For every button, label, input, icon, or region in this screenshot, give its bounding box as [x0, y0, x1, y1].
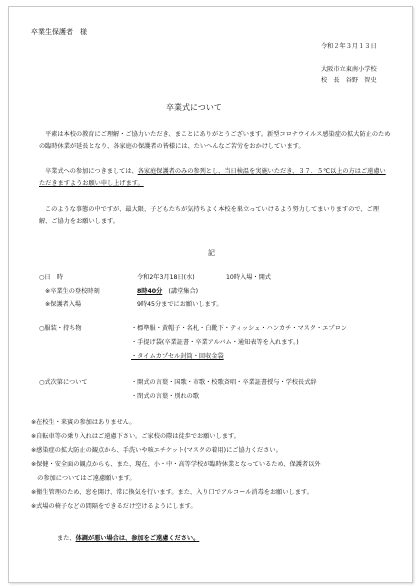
paragraph-1: 平素は本校の教育にご理解・ご協力いただき、まことにありがとうございます。新型コロナウイルス感染症の拡大防止のための臨時休業が延長となり、各家庭の保護者の皆様には、たいへんなご苦労をおかけしています。	[39, 131, 391, 151]
paragraph-3: このような事態の中ですが、最大限、子どもたちが気持ちよく本校を巣立っていけるよう努力してまいりますので、ご理解、ご協力をお願いします。	[39, 206, 379, 226]
document-page	[8, 6, 413, 583]
items-line: ・標準服・黄帽子・名札・白靴下・ティッシュ・ハンカチ・マスク・エプロン	[131, 325, 347, 332]
arrival-time: 8時40分	[137, 288, 163, 295]
issue-date: 令和２年３月１３日	[321, 43, 377, 50]
closing-lead: また、	[57, 535, 76, 542]
date-value: 令和2年3月18日(水)	[137, 274, 195, 281]
guardian-label: ※保護者入場	[45, 301, 82, 308]
note: ※在校生・来賓の参加はありません。	[31, 419, 136, 426]
date-time: 10時入場・開式	[226, 274, 271, 281]
arrival-label: ※卒業生の登校時刻	[45, 288, 100, 295]
paragraph-2	[39, 166, 391, 191]
principal-name: 校 長 谷野 智史	[321, 77, 377, 84]
arrival-note: (講堂集合)	[168, 288, 199, 295]
document-title: 卒業式について	[166, 103, 222, 112]
closing	[57, 535, 199, 543]
ki-heading: 記	[208, 249, 215, 257]
program-line: ・閉式の言葉・別れの歌	[131, 393, 200, 400]
items-line: ・タイムカプセル封筒・回収金袋	[131, 353, 224, 360]
school-name: 大阪市立東南小学校	[321, 66, 377, 73]
closing-emphasis: 体調が悪い場合は、参加をご遠慮ください。	[75, 535, 200, 542]
arrival-row	[137, 288, 198, 296]
paragraph-2-lead: 卒業式への参加につきましては、	[45, 168, 138, 175]
program-label: ○式次第について	[39, 379, 88, 386]
date-label: ○日 時	[39, 274, 63, 281]
items-label: ○服装・持ち物	[39, 325, 82, 332]
note: ※自転車等の乗り入れはご遠慮下さい。ご家校の際は徒歩でお願いします。	[31, 433, 240, 440]
note: の参加についてはご遠慮願います。	[31, 475, 136, 482]
guardian-value: 9時45分までにお願いします。	[137, 301, 223, 308]
note: ※衛生管理のため、窓を開け、常に換気を行います。また、入り口でアルコール消毒をお願いします。	[31, 489, 313, 496]
note: ※保健・安全面の観点からも、また、現在、小・中・高等学校が臨時休業となっているため、保護者以外	[31, 461, 321, 468]
items-line: ・手提げ袋(卒業証書・卒業アルバム・通知表等を入れます。)	[131, 339, 299, 346]
note: ※式場の椅子などの間隔をできるだけ空けるようにします。	[31, 503, 197, 510]
paragraph-2-emphasis: 各家庭保護者のみの参列とし、当日検温を実施いただき、３７．５℃以上の方はご遠慮いただきますようお願い申し上げます。	[39, 168, 386, 188]
note: ※感染症の拡大防止の観点から、手洗いや咳エチケット(マスクの着用)にご協力ください。	[31, 447, 282, 454]
recipient: 卒業生保護者 様	[31, 28, 87, 36]
program-line: ・開式の言葉・国歌・市歌・校歌斉唱・卒業証書授与・学校長式辞	[131, 379, 317, 386]
